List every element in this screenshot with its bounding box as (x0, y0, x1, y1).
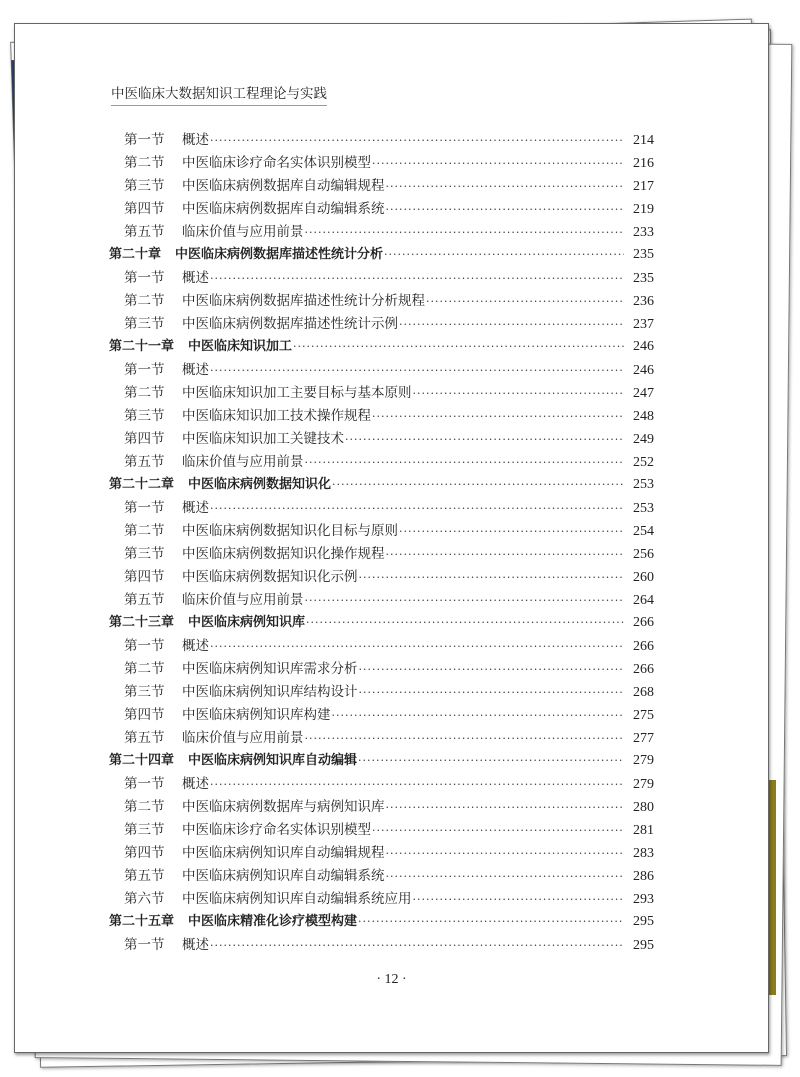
toc-section-entry (109, 887, 654, 910)
toc-section-entry (109, 427, 654, 450)
entry-title: 中医临床知识加工主要目标与基本原则 (182, 385, 412, 401)
toc-section-entry (109, 565, 654, 588)
entry-label: 第三节 (124, 316, 165, 332)
entry-label: 第二节 (124, 661, 165, 677)
entry-page: 277 (633, 731, 654, 746)
toc-section-entry (109, 151, 654, 174)
entry-title: 中医临床病例数据库描述性统计分析 (175, 247, 384, 262)
toc-section-entry (109, 841, 654, 864)
entry-page: 266 (633, 639, 654, 654)
dot-leader (332, 709, 625, 722)
toc-chapter-entry (109, 611, 654, 634)
dot-leader (359, 571, 625, 584)
entry-label: 第二节 (124, 385, 165, 401)
dot-leader (386, 203, 625, 216)
entry-label: 第二节 (124, 293, 165, 309)
dot-leader (386, 847, 625, 860)
entry-title: 中医临床病例数据库与病例知识库 (182, 799, 385, 815)
cover-edge-gold (768, 780, 776, 995)
entry-label: 第一节 (124, 638, 165, 654)
toc-section-entry (109, 450, 654, 473)
entry-label: 第二节 (124, 523, 165, 539)
entry-label: 第三节 (124, 408, 165, 424)
dot-leader (305, 732, 625, 745)
dot-leader (210, 640, 624, 653)
toc-section-entry (109, 197, 654, 220)
dot-leader (386, 870, 625, 883)
entry-page: 235 (633, 271, 654, 286)
toc-chapter-entry (109, 243, 654, 266)
entry-title: 中医临床病例数据知识化操作规程 (182, 546, 385, 562)
entry-title: 中医临床病例知识库自动编辑规程 (182, 845, 385, 861)
entry-page: 254 (633, 524, 654, 539)
toc-page (14, 23, 769, 1053)
toc-section-entry (109, 818, 654, 841)
entry-page: 249 (633, 432, 654, 447)
dot-leader (359, 663, 625, 676)
entry-page: 237 (633, 317, 654, 332)
entry-page: 279 (633, 753, 654, 768)
entry-title: 临床价值与应用前景 (182, 454, 304, 470)
toc-section-entry (109, 726, 654, 749)
toc-section-entry (109, 496, 654, 519)
entry-label: 第二十三章 (109, 615, 175, 630)
toc-section-entry (109, 358, 654, 381)
entry-page: 275 (633, 708, 654, 723)
entry-label: 第五节 (124, 730, 165, 746)
toc-section-entry (109, 933, 654, 956)
dot-leader (305, 456, 625, 469)
entry-label: 第五节 (124, 454, 165, 470)
toc-section-entry (109, 864, 654, 887)
entry-page: 253 (633, 477, 654, 492)
dot-leader (358, 915, 624, 928)
entry-title: 中医临床诊疗命名实体识别模型 (182, 155, 371, 171)
entry-label: 第一节 (124, 270, 165, 286)
dot-leader (210, 364, 624, 377)
entry-page: 246 (633, 339, 654, 354)
entry-title: 中医临床病例数据知识化示例 (182, 569, 358, 585)
entry-title: 中医临床病例知识库自动编辑 (188, 753, 358, 768)
entry-label: 第三节 (124, 684, 165, 700)
entry-label: 第三节 (124, 822, 165, 838)
dot-leader (372, 157, 624, 170)
dot-leader (359, 686, 625, 699)
entry-label: 第二十二章 (109, 477, 175, 492)
entry-title: 中医临床病例知识库构建 (182, 707, 331, 723)
entry-label: 第四节 (124, 569, 165, 585)
entry-page: 253 (633, 501, 654, 516)
entry-label: 第一节 (124, 776, 165, 792)
entry-page: 219 (633, 202, 654, 217)
dot-leader (399, 525, 624, 538)
entry-label: 第四节 (124, 845, 165, 861)
dot-leader (413, 893, 625, 906)
entry-title: 中医临床病例数据库描述性统计示例 (182, 316, 398, 332)
entry-page: 248 (633, 409, 654, 424)
entry-title: 中医临床病例知识库需求分析 (182, 661, 358, 677)
entry-label: 第二节 (124, 799, 165, 815)
toc-section-entry (109, 289, 654, 312)
entry-label: 第一节 (124, 362, 165, 378)
entry-title: 临床价值与应用前景 (182, 224, 304, 240)
entry-label: 第五节 (124, 592, 165, 608)
dot-leader (210, 272, 624, 285)
entry-label: 第五节 (124, 224, 165, 240)
entry-page: 295 (633, 914, 654, 929)
entry-label: 第二十四章 (109, 753, 175, 768)
entry-title: 中医临床病例知识库 (188, 615, 306, 630)
entry-page: 247 (633, 386, 654, 401)
entry-label: 第三节 (124, 178, 165, 194)
toc-section-entry (109, 404, 654, 427)
entry-page: 246 (633, 363, 654, 378)
entry-title: 中医临床病例数据知识化目标与原则 (182, 523, 398, 539)
dot-leader (386, 180, 625, 193)
entry-title: 中医临床知识加工 (188, 339, 293, 354)
entry-title: 概述 (182, 362, 209, 378)
entry-label: 第一节 (124, 132, 165, 148)
dot-leader (210, 778, 624, 791)
entry-title: 临床价值与应用前景 (182, 730, 304, 746)
toc-section-entry (109, 220, 654, 243)
dot-leader (399, 318, 624, 331)
entry-page: 293 (633, 892, 654, 907)
entry-title: 中医临床病例数据库描述性统计分析规程 (182, 293, 425, 309)
dot-leader (372, 824, 624, 837)
toc-chapter-entry (109, 335, 654, 358)
toc-section-entry (109, 588, 654, 611)
entry-label: 第六节 (124, 891, 165, 907)
running-header: 中医临床大数据知识工程理论与实践 (111, 82, 327, 106)
entry-title: 概述 (182, 638, 209, 654)
entry-title: 中医临床知识加工技术操作规程 (182, 408, 371, 424)
dot-leader (384, 248, 624, 261)
entry-page: 279 (633, 777, 654, 792)
dot-leader (210, 502, 624, 515)
entry-page: 266 (633, 662, 654, 677)
entry-page: 216 (633, 156, 654, 171)
toc-section-entry (109, 174, 654, 197)
entry-page: 236 (633, 294, 654, 309)
entry-title: 中医临床病例知识库结构设计 (182, 684, 358, 700)
entry-page: 286 (633, 869, 654, 884)
entry-label: 第二十章 (109, 247, 162, 262)
entry-page: 214 (633, 133, 654, 148)
entry-label: 第三节 (124, 546, 165, 562)
entry-label: 第一节 (124, 500, 165, 516)
entry-page: 260 (633, 570, 654, 585)
entry-page: 295 (633, 938, 654, 953)
toc-section-entry (109, 680, 654, 703)
dot-leader (413, 387, 625, 400)
toc-section-entry (109, 657, 654, 680)
entry-page: 235 (633, 247, 654, 262)
toc-section-entry (109, 542, 654, 565)
entry-page: 266 (633, 615, 654, 630)
dot-leader (210, 134, 624, 147)
table-of-contents (109, 128, 654, 956)
dot-leader (386, 548, 625, 561)
entry-title: 中医临床精准化诊疗模型构建 (188, 914, 358, 929)
entry-page: 233 (633, 225, 654, 240)
entry-page: 283 (633, 846, 654, 861)
entry-page: 281 (633, 823, 654, 838)
entry-label: 第五节 (124, 868, 165, 884)
toc-section-entry (109, 634, 654, 657)
entry-label: 第二十一章 (109, 339, 175, 354)
entry-label: 第二节 (124, 155, 165, 171)
entry-title: 概述 (182, 500, 209, 516)
entry-title: 中医临床病例知识库自动编辑系统 (182, 868, 385, 884)
entry-title: 概述 (182, 937, 209, 953)
dot-leader (426, 295, 624, 308)
dot-leader (358, 754, 624, 767)
dot-leader (386, 801, 625, 814)
entry-page: 264 (633, 593, 654, 608)
entry-label: 第二十五章 (109, 914, 175, 929)
entry-title: 中医临床病例数据库自动编辑规程 (182, 178, 385, 194)
dot-leader (345, 433, 624, 446)
dot-leader (305, 594, 625, 607)
entry-label: 第四节 (124, 201, 165, 217)
entry-title: 中医临床病例知识库自动编辑系统应用 (182, 891, 412, 907)
toc-section-entry (109, 381, 654, 404)
toc-section-entry (109, 795, 654, 818)
dot-leader (210, 939, 624, 952)
dot-leader (305, 226, 625, 239)
entry-label: 第一节 (124, 937, 165, 953)
dot-leader (306, 616, 624, 629)
entry-label: 第四节 (124, 431, 165, 447)
entry-page: 252 (633, 455, 654, 470)
entry-title: 概述 (182, 132, 209, 148)
entry-title: 中医临床诊疗命名实体识别模型 (182, 822, 371, 838)
toc-section-entry (109, 266, 654, 289)
entry-page: 217 (633, 179, 654, 194)
toc-section-entry (109, 519, 654, 542)
toc-section-entry (109, 703, 654, 726)
toc-section-entry (109, 772, 654, 795)
entry-title: 中医临床病例数据库自动编辑系统 (182, 201, 385, 217)
dot-leader (332, 478, 624, 491)
toc-section-entry (109, 312, 654, 335)
page-number: · 12 · (376, 972, 407, 987)
toc-chapter-entry (109, 473, 654, 496)
entry-title: 概述 (182, 270, 209, 286)
entry-title: 概述 (182, 776, 209, 792)
dot-leader (293, 340, 624, 353)
entry-page: 256 (633, 547, 654, 562)
toc-section-entry (109, 128, 654, 151)
dot-leader (372, 410, 624, 423)
entry-title: 临床价值与应用前景 (182, 592, 304, 608)
entry-page: 280 (633, 800, 654, 815)
entry-title: 中医临床知识加工关键技术 (182, 431, 344, 447)
toc-chapter-entry (109, 910, 654, 933)
entry-title: 中医临床病例数据知识化 (188, 477, 332, 492)
entry-page: 268 (633, 685, 654, 700)
toc-chapter-entry (109, 749, 654, 772)
entry-label: 第四节 (124, 707, 165, 723)
